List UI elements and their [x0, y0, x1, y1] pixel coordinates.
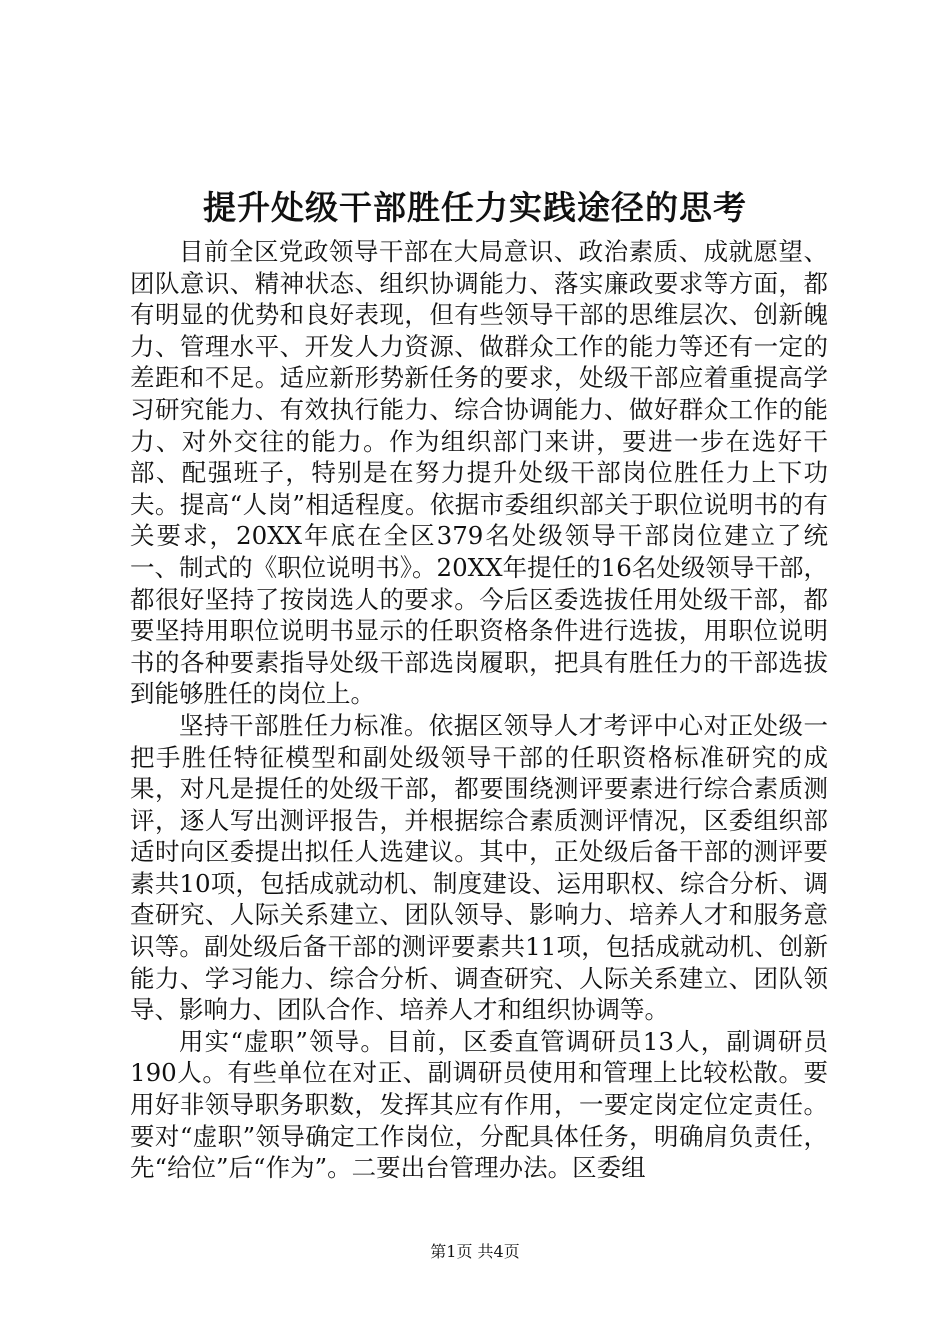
page-indicator: 第1页 共4页	[430, 1242, 520, 1261]
document-body	[130, 236, 828, 1184]
page-footer	[0, 1240, 950, 1264]
document-title: 提升处级干部胜任力实践途径的思考	[203, 188, 747, 227]
paragraph: 用实“虚职”领导。目前，区委直管调研员13人，副调研员190人。有些单位在对正、副调研员使用和管理上比较松散。要用好非领导职务职数，发挥其应有作用，一要定岗定位定责任。要对“虚职”领导确定工作岗位，分配具体任务，明确肩负责任，先“给位”后“作为”。二要出台管理办法。区委组	[130, 1026, 828, 1183]
paragraph: 目前全区党政领导干部在大局意识、政治素质、成就愿望、团队意识、精神状态、组织协调能力、落实廉政要求等方面，都有明显的优势和良好表现，但有些领导干部的思维层次、创新魄力、管理水平、开发人力资源、做群众工作的能力等还有一定的差距和不足。适应新形势新任务的要求，处级干部应着重提高学习研究能力、有效执行能力、综合协调能力、做好群众工作的能力、对外交往的能力。作为组织部门来讲，要进一步在选好干部、配强班子，特别是在努力提升处级干部岗位胜任力上下功夫。提高“人岗”相适程度。依据市委组织部关于职位说明书的有关要求，20XX年底在全区379名处级领导干部岗位建立了统一、制式的《职位说明书》。20XX年提任的16名处级领导干部，都很好坚持了按岗选人的要求。今后区委选拔任用处级干部，都要坚持用职位说明书显示的任职资格条件进行选拔，用职位说明书的各种要素指导处级干部选岗履职，把具有胜任力的干部选拔到能够胜任的岗位上。	[130, 237, 828, 709]
paragraph: 坚持干部胜任力标准。依据区领导人才考评中心对正处级一把手胜任特征模型和副处级领导干部的任职资格标准研究的成果，对凡是提任的处级干部，都要围绕测评要素进行综合素质测评，逐人写出测评报告，并根据综合素质测评情况，区委组织部适时向区委提出拟任人选建议。其中，正处级后备干部的测评要素共10项，包括成就动机、制度建设、运用职权、综合分析、调查研究、人际关系建立、团队领导、影响力、培养人才和服务意识等。副处级后备干部的测评要素共11项，包括成就动机、创新能力、学习能力、综合分析、调查研究、人际关系建立、团队领导、影响力、团队合作、培养人才和组织协调等。	[130, 710, 828, 1025]
